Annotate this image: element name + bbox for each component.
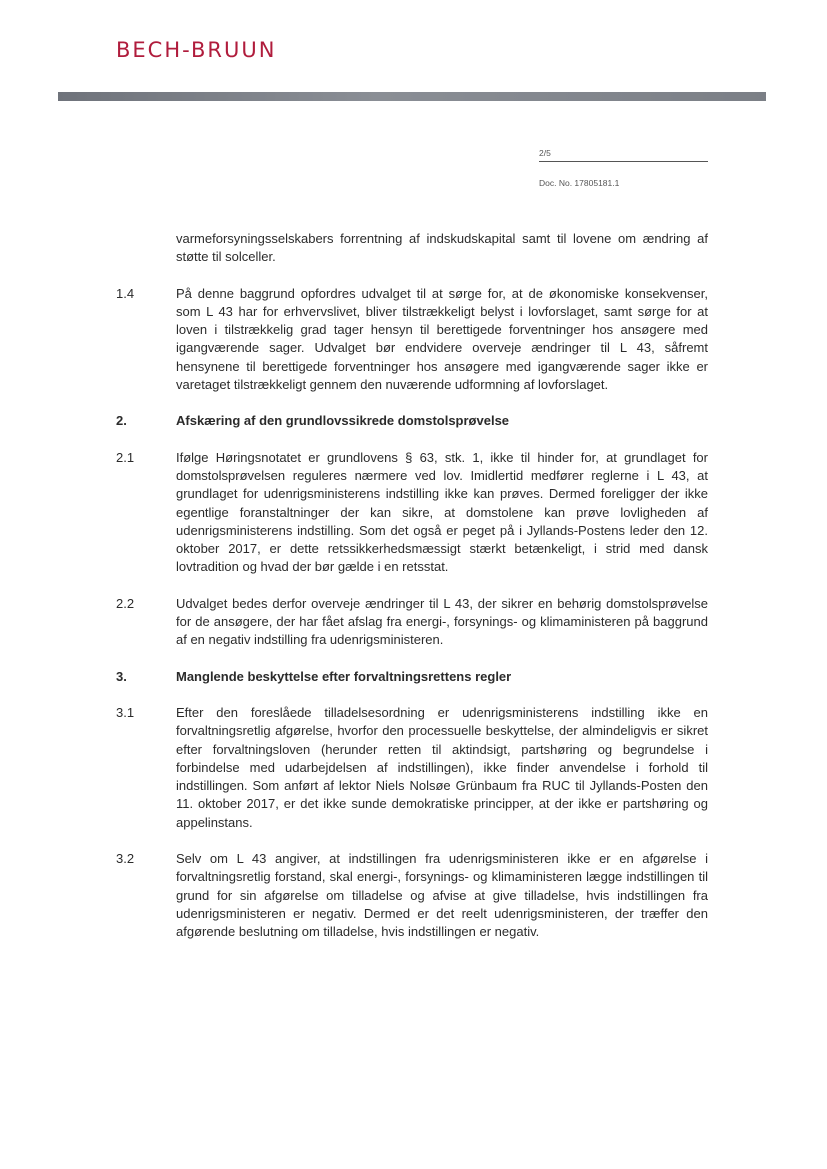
page-number: 2/5	[539, 148, 708, 162]
paragraph-2-2	[116, 595, 708, 650]
section-title: Afskæring af den grundlovssikrede domstolsprøvelse	[176, 413, 510, 429]
paragraph-text: Efter den foreslåede tilladelsesordning er udenrigsministerens indstilling ikke en forvaltningsretlig afgørelse, hvorfor den processuelle beskyttelse, der almindeligvis er sikret efter forvaltningsloven (herunder retten til aktindsigt, partshøring og begrundelse i forbindelse med udarbejdelsen af indstillingen), ikke finder anvendelse i forhold til indstillingen. Som anført af lektor Niels Nolsøe Grünbaum fra RUC til Jyllands-Posten den 11. oktober 2017, er det ikke sunde demokratiske principper, at der ikke er partshøring og appelinstans.	[176, 704, 708, 830]
paragraph-number: 3.2	[116, 851, 135, 867]
paragraph-text: varmeforsyningsselskabers forrentning af indskudskapital samt til lovene om ændring af støtte til solceller.	[176, 231, 708, 265]
paragraph-text: Udvalget bedes derfor overveje ændringer til L 43, der sikrer en behørig domstolsprøvelse for de ansøgere, der har fået afslag fra energi-, forsynings- og klimaministeren på baggrund af en negativ indstilling fra udenrigsministeren.	[176, 595, 708, 648]
paragraph-number: 2.2	[116, 595, 135, 611]
document-body	[116, 230, 708, 960]
paragraph-number: 3.1	[116, 704, 135, 720]
section-title: Manglende beskyttelse efter forvaltningsrettens regler	[176, 668, 512, 684]
document-number: Doc. No. 17805181.1	[539, 178, 620, 188]
section-number: 3.	[116, 668, 127, 684]
section-number: 2.	[116, 413, 127, 429]
continued-paragraph	[116, 230, 708, 267]
paragraph-2-1	[116, 449, 708, 577]
paragraph-1-4	[116, 285, 708, 395]
paragraph-text: Selv om L 43 angiver, at indstillingen fra udenrigsministeren ikke er en afgørelse i forvaltningsretlig forstand, skal energi-, forsynings- og klimaministeren lægge indstillingen til grund for sin afgørelse om tilladelse og afvise at give tilladelse, hvis indstillingen fra udenrigsministeren er negativ. Dermed er det reelt udenrigsministeren, der træffer den afgørende beslutning om tilladelse, hvis indstillingen er negativ.	[176, 851, 708, 940]
header-divider-bar	[58, 92, 766, 101]
paragraph-number: 2.1	[116, 449, 135, 465]
section-heading-3	[116, 668, 708, 686]
company-logo: BECH-BRUUN	[116, 38, 277, 62]
paragraph-text: Ifølge Høringsnotatet er grundlovens § 63, stk. 1, ikke til hinder for, at grundlaget for domstolsprøvelsen reguleres nærmere ved lov. Imidlertid medfører reglerne i L 43, at grundlaget for udenrigsministerens indstilling ikke kan prøves. Dermed foreligger der ikke egentlige foranstaltninger der kan sikre, at domstolene kan prøve lovligheden af udenrigsministerens indstilling. Som det også er peget på i Jyllands-Postens leder den 12. oktober 2017, er dette retssikkerhedsmæssigt stærkt betænkeligt, i strid med dansk lovtradition og hvad der bør gælde i en retsstat.	[176, 449, 708, 575]
document-meta	[539, 148, 708, 188]
section-heading-2	[116, 412, 708, 430]
paragraph-number: 1.4	[116, 285, 135, 301]
paragraph-text: På denne baggrund opfordres udvalget til at sørge for, at de økonomiske konsekvenser, som L 43 har for erhvervslivet, bliver tilstrækkeligt belyst i lovforslaget, samt sørge for at loven i tilstrækkelig grad tager hensyn til berettigede forventninger hos ansøgere med igangværende sager. Udvalget bør endvidere overveje ændringer til L 43, såfremt hensynene til berettigede forventninger hos ansøgere med igangværende sager ikke er varetaget tilstrækkeligt gennem den nuværende udformning af lovforslaget.	[176, 285, 708, 393]
paragraph-3-1	[116, 704, 708, 832]
paragraph-3-2	[116, 850, 708, 941]
